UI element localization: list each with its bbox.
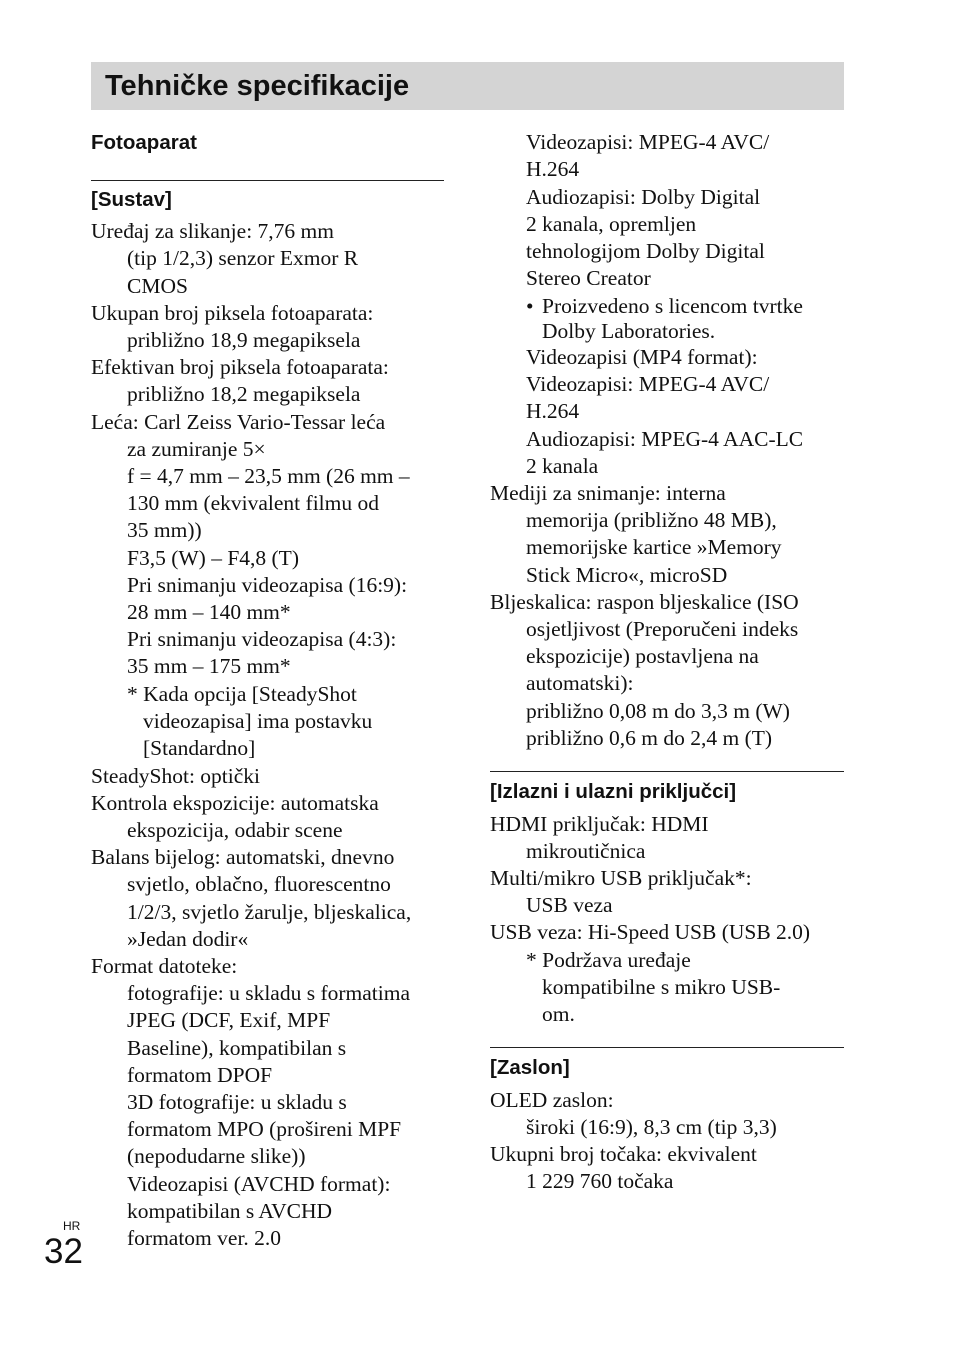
spec-line: F3,5 (W) – F4,8 (T) <box>127 546 299 570</box>
spec-line: približno 0,6 m do 2,4 m (T) <box>526 726 773 750</box>
spec-line: HDMI priključak: HDMI <box>490 812 709 836</box>
spec-line: mikroutičnica <box>526 839 646 863</box>
spec-line: automatski): <box>526 671 634 695</box>
spec-line: SteadyShot: optički <box>91 764 261 788</box>
spec-line: »Jedan dodir« <box>127 927 249 951</box>
spec-line: svjetlo, oblačno, fluorescentno <box>127 872 391 896</box>
spec-line: Efektivan broj piksela fotoaparata: <box>91 355 389 379</box>
spec-line: OLED zaslon: <box>490 1088 614 1112</box>
subsection-heading-system: [Sustav] <box>91 188 172 211</box>
spec-line: H.264 <box>526 399 580 423</box>
spec-line: USB veza <box>526 893 613 917</box>
spec-line: videozapisa] ima postavku <box>143 709 373 733</box>
spec-line: 2 kanala, opremljen <box>526 212 697 236</box>
spec-line: Videozapisi (AVCHD format): <box>127 1172 391 1196</box>
language-code: HR <box>63 1219 81 1233</box>
divider <box>91 180 444 181</box>
spec-line: * Podržava uređaje <box>526 948 691 972</box>
spec-line: Videozapisi (MP4 format): <box>526 345 758 369</box>
spec-line: Baseline), kompatibilan s <box>127 1036 347 1060</box>
spec-line: USB veza: Hi-Speed USB (USB 2.0) <box>490 920 811 944</box>
spec-line: fotografije: u skladu s formatima <box>127 981 411 1005</box>
spec-line: formatom DPOF <box>127 1063 273 1087</box>
section-heading-camera: Fotoaparat <box>91 131 197 154</box>
spec-line: 28 mm – 140 mm* <box>127 600 291 624</box>
spec-line: 3D fotografije: u skladu s <box>127 1090 347 1114</box>
spec-line: Pri snimanju videozapisa (16:9): <box>127 573 408 597</box>
subsection-heading-io: [Izlazni i ulazni priključci] <box>490 780 737 803</box>
spec-line: Stick Micro«, microSD <box>526 563 728 587</box>
spec-line: približno 18,9 megapiksela <box>127 328 361 352</box>
title-bar <box>91 62 844 110</box>
spec-line: JPEG (DCF, Exif, MPF <box>127 1008 331 1032</box>
spec-line: Leća: Carl Zeiss Vario-Tessar leća <box>91 410 386 434</box>
spec-line: 35 mm)) <box>127 518 202 542</box>
spec-line: Mediji za snimanje: interna <box>490 481 726 505</box>
spec-line: * Kada opcija [SteadyShot <box>127 682 357 706</box>
spec-line: približno 18,2 megapiksela <box>127 382 361 406</box>
spec-line: Kontrola ekspozicije: automatska <box>91 791 379 815</box>
spec-line: Balans bijelog: automatski, dnevno <box>91 845 395 869</box>
spec-line: osjetljivost (Preporučeni indeks <box>526 617 799 641</box>
spec-line: Stereo Creator <box>526 266 651 290</box>
spec-line: Videozapisi: MPEG-4 AVC/ <box>526 130 770 154</box>
spec-line: Ukupan broj piksela fotoaparata: <box>91 301 374 325</box>
spec-line: f = 4,7 mm – 23,5 mm (26 mm – <box>127 464 410 488</box>
spec-line: za zumiranje 5× <box>127 437 266 461</box>
bullet-icon: • <box>526 294 534 318</box>
spec-line: kompatibilan s AVCHD <box>127 1199 333 1223</box>
spec-line: 35 mm – 175 mm* <box>127 654 291 678</box>
spec-line: Dolby Laboratories. <box>542 319 716 343</box>
spec-line: tehnologijom Dolby Digital <box>526 239 765 263</box>
spec-line: formatom ver. 2.0 <box>127 1226 282 1250</box>
spec-line: ekspozicije) postavljena na <box>526 644 759 668</box>
spec-line: Pri snimanju videozapisa (4:3): <box>127 627 397 651</box>
spec-line: Bljeskalica: raspon bljeskalice (ISO <box>490 590 799 614</box>
spec-line: 2 kanala <box>526 454 599 478</box>
page-number: 32 <box>44 1232 83 1271</box>
spec-line: H.264 <box>526 157 580 181</box>
spec-line: Uređaj za slikanje: 7,76 mm <box>91 219 334 243</box>
spec-line: (nepodudarne slike)) <box>127 1144 306 1168</box>
subsection-heading-screen: [Zaslon] <box>490 1056 570 1079</box>
spec-line: Audiozapisi: MPEG-4 AAC-LC <box>526 427 804 451</box>
spec-line: kompatibilne s mikro USB- <box>542 975 781 999</box>
spec-line: [Standardno] <box>143 736 256 760</box>
spec-line: 1/2/3, svjetlo žarulje, bljeskalica, <box>127 900 412 924</box>
spec-line: ekspozicija, odabir scene <box>127 818 343 842</box>
spec-line: 130 mm (ekvivalent filmu od <box>127 491 379 515</box>
spec-line: Multi/mikro USB priključak*: <box>490 866 752 890</box>
spec-line: Format datoteke: <box>91 954 238 978</box>
divider <box>490 1047 844 1048</box>
spec-line: Ukupni broj točaka: ekvivalent <box>490 1142 757 1166</box>
spec-line: široki (16:9), 8,3 cm (tip 3,3) <box>526 1115 777 1139</box>
spec-line: memorijske kartice »Memory <box>526 535 782 559</box>
spec-line: om. <box>542 1002 575 1026</box>
spec-line: (tip 1/2,3) senzor Exmor R <box>127 246 359 270</box>
divider <box>490 771 844 772</box>
spec-line: približno 0,08 m do 3,3 m (W) <box>526 699 790 723</box>
spec-line: Videozapisi: MPEG-4 AVC/ <box>526 372 770 396</box>
spec-line: Audiozapisi: Dolby Digital <box>526 185 761 209</box>
spec-line: CMOS <box>127 274 188 298</box>
page-title: Tehničke specifikacije <box>105 70 410 102</box>
spec-line: formatom MPO (prošireni MPF <box>127 1117 402 1141</box>
spec-line: Proizvedeno s licencom tvrtke <box>542 294 803 318</box>
spec-line: memorija (približno 48 MB), <box>526 508 777 532</box>
spec-line: 1 229 760 točaka <box>526 1169 674 1193</box>
